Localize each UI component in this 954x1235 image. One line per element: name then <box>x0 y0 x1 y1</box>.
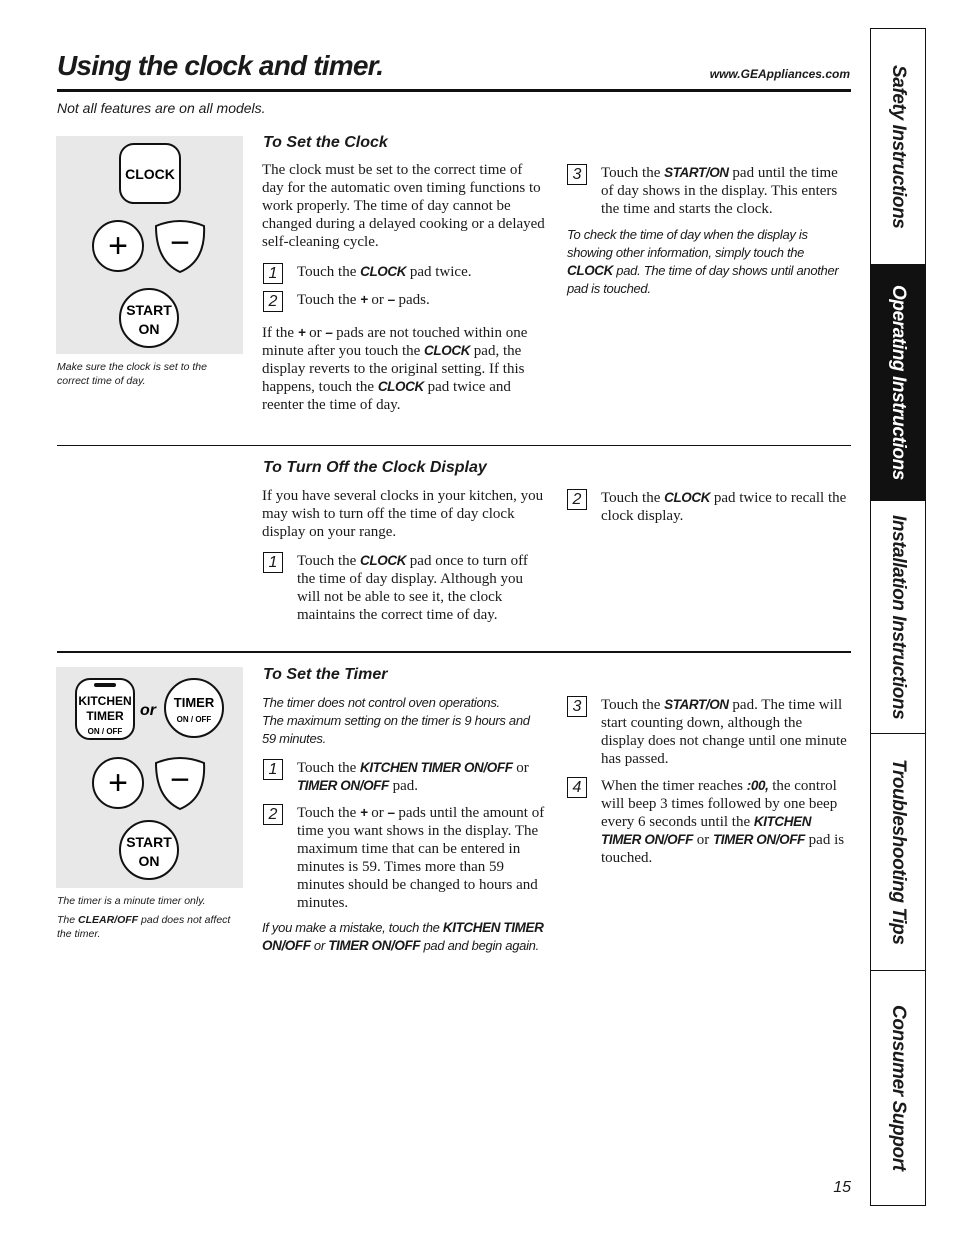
turn-off-intro: If you have several clocks in your kitchen, you may wish to turn off the time of day clock display on your range. <box>262 488 544 540</box>
step-number: 1 <box>263 552 283 573</box>
clock-key-label: CLOCK <box>125 166 175 182</box>
tab-safety-instructions[interactable]: Safety Instructions <box>871 29 925 265</box>
on-key-label: ON <box>138 321 160 337</box>
set-clock-heading: To Set the Clock <box>263 134 388 151</box>
turn-off-step-2: 2 Touch the CLOCK pad twice to recall the clock display. <box>567 489 847 525</box>
set-timer-step-4: 4 When the timer reaches :00, the control will beep 3 times followed by one beep every 6 seconds until the KITCHEN TIMER ON/OFF or TIMER ON/OFF pad is touched. <box>567 777 847 867</box>
tab-consumer-support[interactable]: Consumer Support <box>888 1005 909 1171</box>
step-number: 1 <box>263 263 283 284</box>
section-divider <box>57 651 851 653</box>
tab-installation-instructions[interactable]: Installation Instructions <box>871 501 925 734</box>
step-number: 3 <box>567 696 587 717</box>
page-title: Using the clock and timer. <box>57 50 384 81</box>
set-clock-step-2: 2 Touch the + or – pads. <box>263 291 548 312</box>
turn-off-heading: To Turn Off the Clock Display <box>263 459 487 476</box>
timer-panel-caption-1: The timer is a minute timer only. <box>57 895 206 907</box>
svg-text:−: − <box>170 761 190 799</box>
svg-text:ON: ON <box>138 853 160 869</box>
plus-key-label: + <box>108 227 128 265</box>
svg-text:or: or <box>140 702 156 719</box>
set-timer-step-2: 2 Touch the + or – pads until the amount of time you want shows in the display. The maximum time that can be entered in minutes is 59. Times more than 59 minutes should be changed to hours and minutes. <box>263 804 548 912</box>
set-timer-heading: To Set the Timer <box>263 666 388 683</box>
step-number: 4 <box>567 777 587 798</box>
turn-off-step-1: 1 Touch the CLOCK pad once to turn off the time of day display. Although you will not be able to see it, the clock maintains the correct time of day. <box>263 552 548 624</box>
svg-text:KITCHEN: KITCHEN <box>78 694 132 708</box>
svg-text:ON / OFF: ON / OFF <box>87 727 123 736</box>
svg-text:+: + <box>108 764 128 802</box>
timer-keypad-illustration <box>56 667 243 888</box>
step-number: 1 <box>263 759 283 780</box>
svg-text:TIMER: TIMER <box>173 695 215 710</box>
set-timer-step-1: 1 Touch the KITCHEN TIMER ON/OFF or TIMER ON/OFF pad. <box>263 759 548 795</box>
set-clock-intro: The clock must be set to the correct time of day for the automatic oven timing functions to work properly. The time of day cannot be changed during a delayed cooking or a delayed self-cleaning cycle. <box>262 162 545 250</box>
svg-text:START: START <box>126 834 172 850</box>
set-timer-intro: The timer does not control oven operations. The maximum setting on the timer is 9 hours and 59 minutes. <box>262 695 530 746</box>
website-url[interactable]: www.GEAppliances.com <box>709 67 850 81</box>
step-number: 2 <box>263 804 283 825</box>
set-timer-step-3: 3 Touch the START/ON pad. The time will start counting down, although the display does not change until one minute has passed. <box>567 696 847 768</box>
tab-operating-instructions[interactable]: Operating Instructions <box>871 265 925 501</box>
set-clock-step-3: 3 Touch the START/ON pad until the time of day shows in the display. This enters the time and starts the clock. <box>567 164 847 218</box>
timer-panel-caption-2: The CLEAR/OFF pad does not affect the timer. <box>57 914 231 940</box>
page-number: 15 <box>833 1179 851 1196</box>
step-number: 3 <box>567 164 587 185</box>
header-rule <box>57 89 851 92</box>
clock-keypad-illustration <box>56 136 243 354</box>
step-number: 2 <box>263 291 283 312</box>
svg-text:ON / OFF: ON / OFF <box>176 715 212 724</box>
set-timer-tip: If you make a mistake, touch the KITCHEN TIMER ON/OFF or TIMER ON/OFF pad and begin again. <box>262 920 544 953</box>
tab-troubleshooting-tips[interactable]: Troubleshooting Tips <box>871 734 925 971</box>
set-clock-tip: To check the time of day when the display is showing other information, simply touch the CLOCK pad. The time of day shows until another pad is touched. <box>567 227 839 296</box>
set-clock-timeout-note: If the + or – pads are not touched within one minute after you touch the CLOCK pad, the display reverts to the original setting. If this happens, touch the CLOCK pad twice and reenter the time of day. <box>262 325 528 413</box>
section-divider <box>57 445 851 446</box>
start-key-label: START <box>126 302 172 318</box>
clock-keypad-panel <box>56 136 243 354</box>
timer-keypad-panel <box>56 667 243 888</box>
clock-panel-caption: Make sure the clock is set to the correct time of day. <box>57 361 207 387</box>
step-number: 2 <box>567 489 587 510</box>
svg-text:TIMER: TIMER <box>86 709 124 723</box>
minus-key-label: − <box>170 224 190 262</box>
section-tabs <box>870 28 926 1206</box>
set-clock-step-1: 1 Touch the CLOCK pad twice. <box>263 263 548 284</box>
models-note: Not all features are on all models. <box>57 100 266 116</box>
